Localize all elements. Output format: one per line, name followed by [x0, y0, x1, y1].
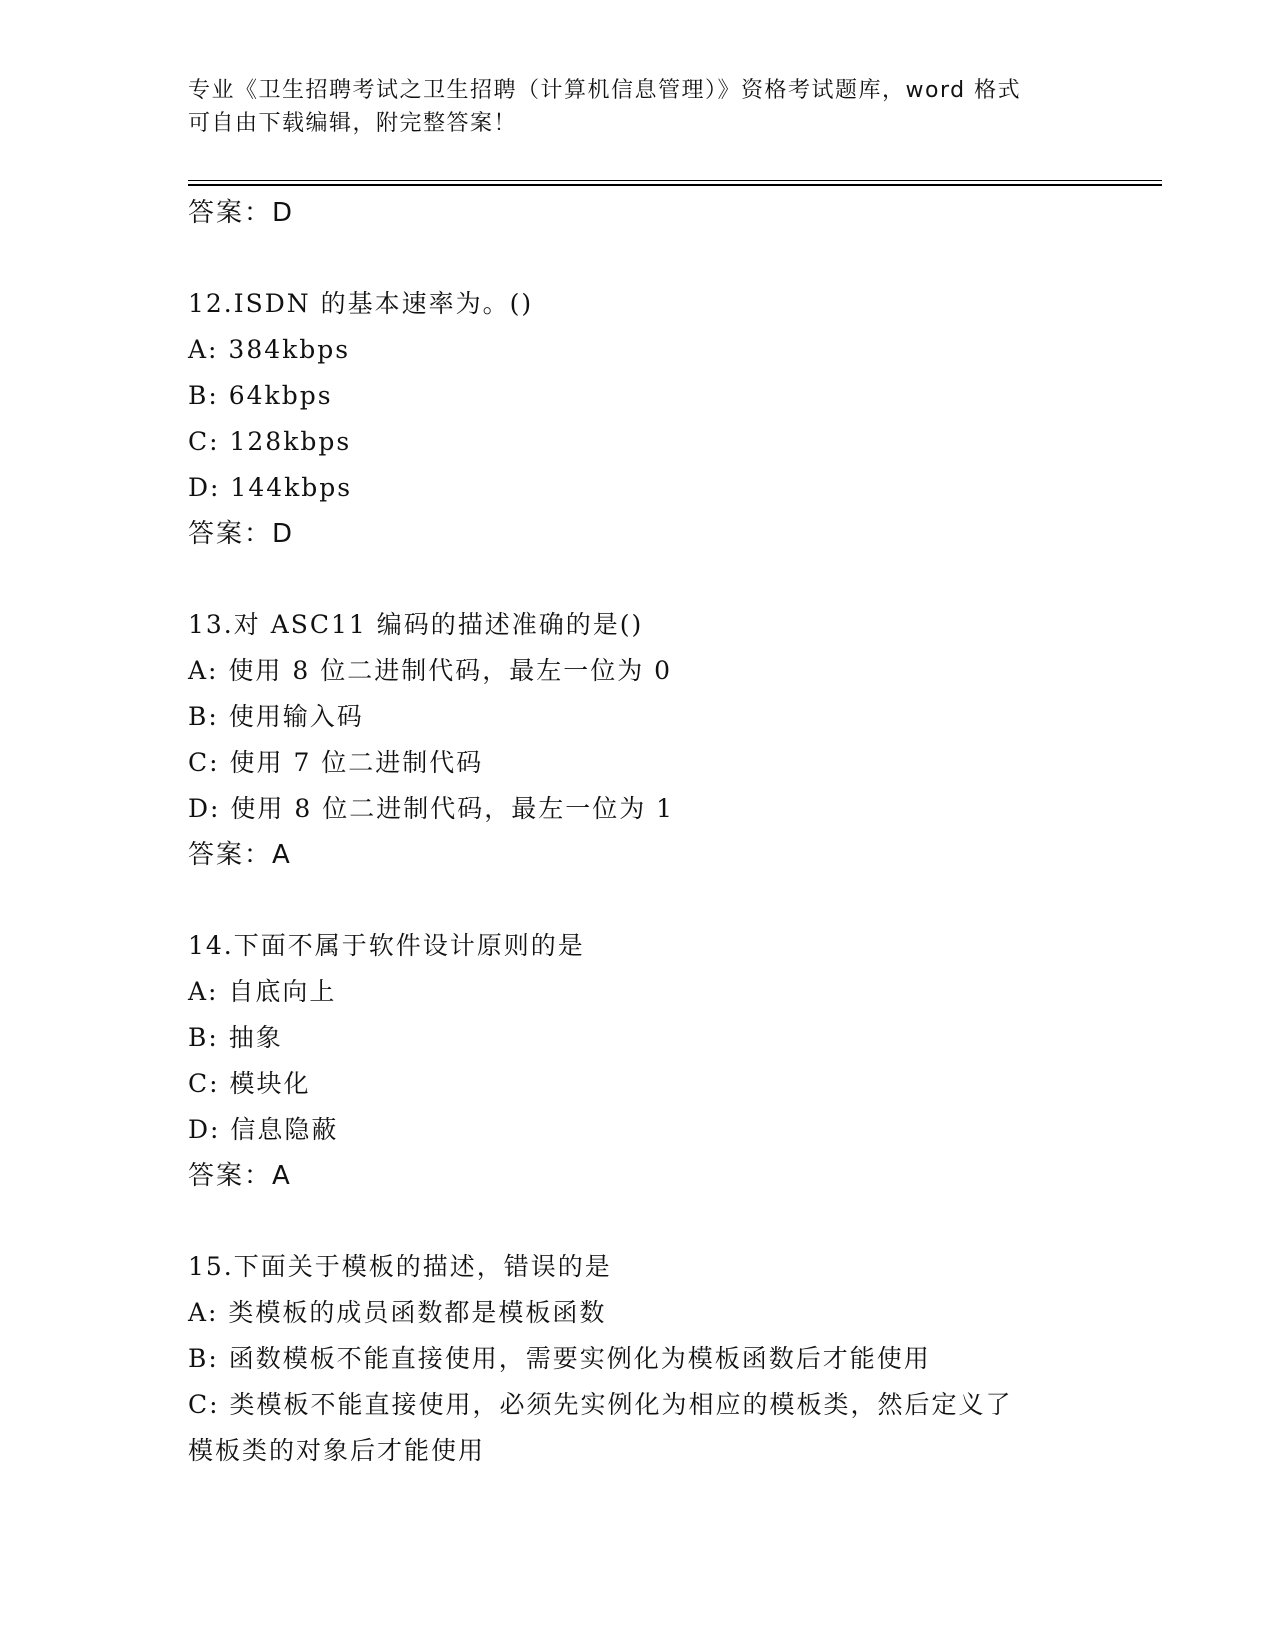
option-d: D: 信息隐蔽 — [188, 1115, 339, 1144]
question-stem: 13.对 ASC11 编码的描述准确的是() — [188, 610, 644, 639]
option-c: C: 使用 7 位二进制代码 — [188, 748, 484, 777]
question-12 — [188, 281, 1088, 557]
option-b: B: 使用输入码 — [188, 702, 364, 731]
option-b: B: 函数模板不能直接使用，需要实例化为模板函数后才能使用 — [188, 1344, 931, 1373]
spacer — [188, 236, 1088, 281]
spacer — [188, 557, 1088, 602]
answer: 答案：A — [188, 1161, 292, 1191]
question-stem: 12.ISDN 的基本速率为。() — [188, 289, 534, 318]
header-line-2: 可自由下载编辑，附完整答案！ — [188, 111, 518, 136]
document-body — [188, 190, 1088, 1474]
header-line-1: 专业《卫生招聘考试之卫生招聘（计算机信息管理）》资格考试题库，word 格式 — [188, 78, 1022, 103]
question-15 — [188, 1244, 1088, 1474]
question-stem: 14.下面不属于软件设计原则的是 — [188, 931, 585, 960]
document-header — [188, 74, 1088, 140]
answer: 答案：D — [188, 519, 295, 549]
option-b: B: 64kbps — [188, 381, 333, 410]
option-c: C: 128kbps — [188, 427, 352, 456]
question-14 — [188, 923, 1088, 1199]
option-d: D: 144kbps — [188, 473, 353, 502]
question-stem: 15.下面关于模板的描述，错误的是 — [188, 1252, 612, 1281]
option-a: A: 类模板的成员函数都是模板函数 — [188, 1298, 607, 1327]
option-b: B: 抽象 — [188, 1023, 283, 1052]
question-13 — [188, 602, 1088, 878]
spacer — [188, 878, 1088, 923]
answer: 答案：A — [188, 840, 292, 870]
header-divider-thick — [188, 184, 1162, 186]
option-c: C: 类模板不能直接使用，必须先实例化为相应的模板类，然后定义了 — [188, 1390, 1013, 1419]
previous-answer: 答案：D — [188, 198, 295, 228]
spacer — [188, 1199, 1088, 1244]
header-divider-thin — [188, 180, 1162, 181]
option-d: D: 使用 8 位二进制代码，最左一位为 1 — [188, 794, 675, 823]
option-a: A: 384kbps — [188, 335, 351, 364]
option-a: A: 使用 8 位二进制代码，最左一位为 0 — [188, 656, 673, 685]
option-c: C: 模块化 — [188, 1069, 311, 1098]
option-a: A: 自底向上 — [188, 977, 337, 1006]
option-c-continued: 模板类的对象后才能使用 — [188, 1436, 486, 1465]
